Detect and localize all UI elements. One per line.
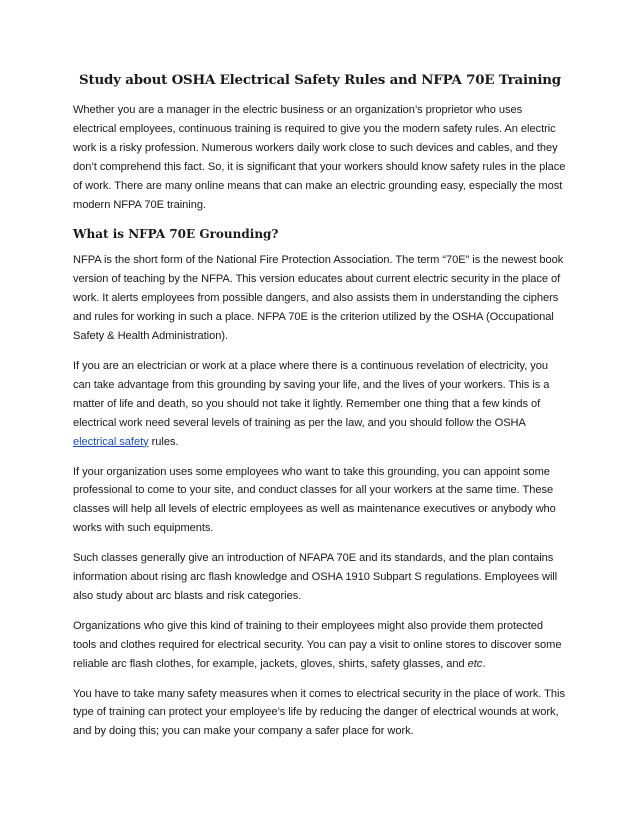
paragraph-text: rules. <box>148 435 179 448</box>
paragraph-protective-clothing <box>73 617 567 674</box>
paragraph-text: If you are an electrician or work at a place where there is a continuous revelation of electricity, you can take advantage from this grounding by saving your life, and the lives of your workers. This is a matter of life and death, so you should not take it lightly. Remember one thing that a few kinds of electrical work need several levels of training as per the law, and you should follow the OSHA <box>73 359 550 429</box>
paragraph-electrician <box>73 357 567 452</box>
electrical-safety-link[interactable]: electrical safety <box>73 435 149 448</box>
paragraph-organization: If your organization uses some employees who want to take this grounding, you can appoint some professional to come to your site, and conduct classes for all your workers at the same time. These classes will help all levels of electric employees as well as maintenance executives or anybody who works with such equipments. <box>73 465 556 535</box>
paragraph-italic-text: etc <box>467 657 483 670</box>
paragraph-text: . <box>482 657 486 670</box>
intro-paragraph: Whether you are a manager in the electric business or an organization’s proprietor who uses electrical employees, continuous training is required to give you the modern safety rules. An electric work is a risky profession. Numerous workers daily work close to such devices and cables, and they don’t comprehend this fact. So, it is significant that your workers should know safety rules in the place of work. There are many online means that can make an electric grounding easy, especially the most modern NFPA 70E training. <box>73 104 566 211</box>
paragraph-classes: Such classes generally give an introduction of NFAPA 70E and its standards, and the plan contains information about rising arc flash knowledge and OSHA 1910 Subpart S regulations. Employees will also study about arc blasts and risk categories. <box>73 552 558 602</box>
paragraph-safety-measures: You have to take many safety measures when it comes to electrical security in the place of work. This type of training can protect your employee’s life by reducing the danger of electrical wounds at work, and by doing this; you can make your company a safer place for work. <box>73 687 565 738</box>
document-title: Study about OSHA Electrical Safety Rules and NFPA 70E Training <box>79 72 561 88</box>
paragraph-nfpa-definition: NFPA is the short form of the National Fire Protection Association. The term “70E” is the newest book version of teaching by the NFPA. This version educates about current electric security in the place of work. It alerts employees from possible dangers, and also assists them in understanding the ciphers and rules for working in such a place. NFPA 70E is the criterion utilized by the OSHA (Occupational Safety & Health Administration). <box>73 254 564 343</box>
document-body <box>73 70 567 752</box>
paragraph-text: Organizations who give this kind of training to their employees might also provide them protected tools and clothes required for electrical security. You can pay a visit to online stores to discover some reliable arc flash clothes, for example, jackets, gloves, shirts, safety glasses, and <box>73 619 562 670</box>
section-heading: What is NFPA 70E Grounding? <box>73 227 279 242</box>
